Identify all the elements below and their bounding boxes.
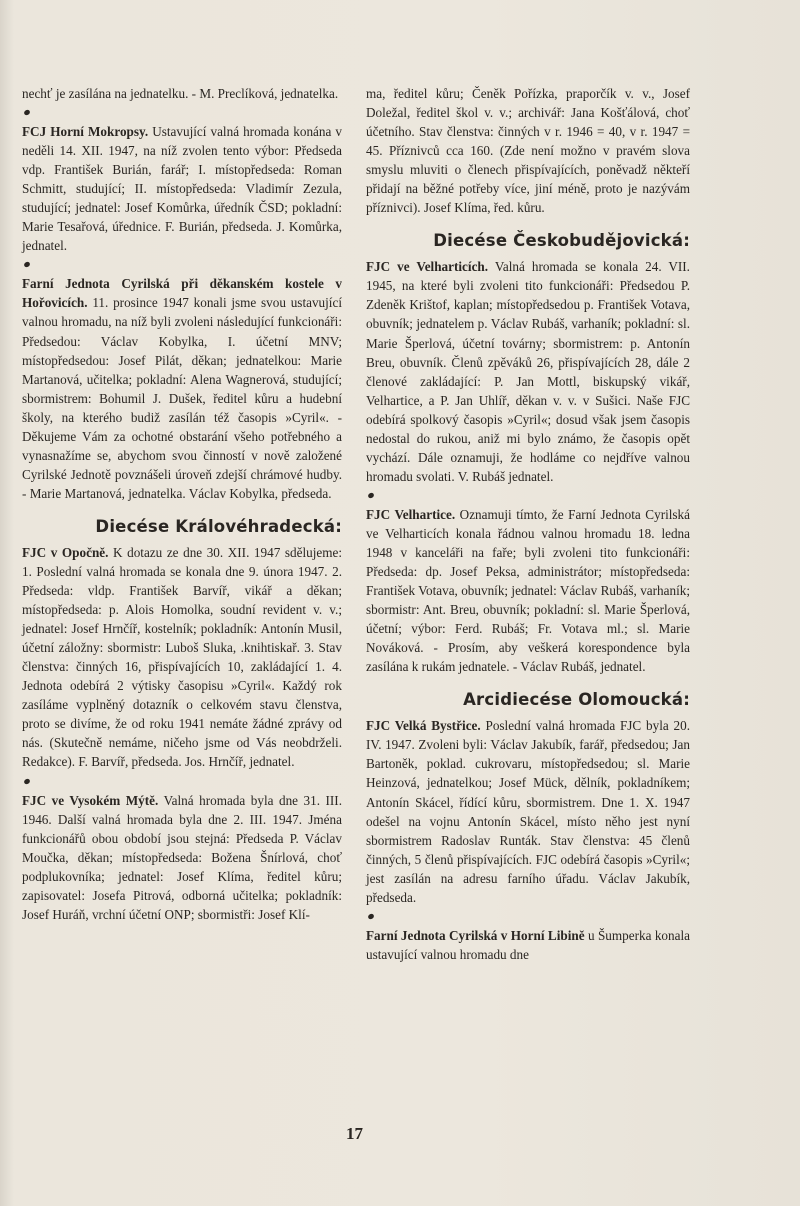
article-lead: FJC Velká Bystřice. [366, 718, 481, 734]
article-lead: FJC Velhartice. [366, 506, 456, 522]
article-horni-mokropsy [22, 122, 342, 255]
article-lead: Farní Jednota Cyrilská v Horní Libině [366, 927, 585, 943]
section-bullet-icon [22, 772, 342, 791]
article-opocno [22, 543, 342, 772]
section-bullet-icon [366, 486, 690, 505]
right-column [366, 84, 690, 964]
page-number: 17 [346, 1124, 363, 1143]
diocese-heading-olomoucka: Arcidiecése Olomoucká: [463, 690, 690, 710]
section-bullet-icon [366, 907, 690, 926]
article-lead: FJC ve Vysokém Mýtě. [22, 792, 159, 808]
article-vysoke-myto [22, 791, 342, 924]
article-horovice [22, 274, 342, 503]
article-velhartice-1 [366, 257, 690, 486]
diocese-heading-kralovehradecka: Diecése Královéhradecká: [95, 516, 342, 536]
article-lead: FCJ Horní Mokropsy. [22, 124, 149, 140]
article-lead: FJC v Opočně. [22, 544, 109, 560]
article-body: K dotazu ze dne 30. XII. 1947 sdělujeme: 1. Poslední valná hromada se konala dne 9. února 1947. 2. Předseda: vldp. František Barvíř, vikář a děkan; místopředseda: p. Alois Homolka, soudní revident v. v.; jednatel: Josef Hrnčíř, kostelník; pokladník: Antonín Musil, účetní záložny: sbormistr: Luboš Sluka, .knihtiskař. 3. Stav členstva: činných 16, přispívajících 10, zakládající 1. 4. Jednota odebírá 2 výtisky časopisu »Cyril«. Každý rok zasíláme vyplněný dotazník o celkovém stavu členstva, proto se divíme, že od roku 1941 nemáte žádné zprávy od nás. (Skutečně nemáme, ničeho jsme od Vás neobdrželi. Redakce). F. Barvíř, předseda. Jos. Hrnčíř, jednatel. [22, 544, 343, 770]
article-velhartice-2 [366, 505, 690, 676]
section-bullet-icon [22, 255, 342, 274]
article-lead: Farní Jednota Cyrilská při děkanském kostele v Hořovicích. [22, 276, 342, 311]
article-velka-bystrice [366, 716, 690, 906]
article-continuation: nechť je zasílána na jednatelku. - M. Preclíková, jednatelka. [22, 86, 339, 101]
article-body: Valná hromada byla dne 31. III. 1946. Další valná hromada byla dne 2. III. 1947. Jména funkcionářů obou období jsou stejná: Předseda P. Václav Moučka, děkan; místopředseda: Božena Šnírlová, choť podplukovníka; jednatel: Josef Klíma, ředitel kůru; zapisovatel: Josefa Pitrová, odborná učitelka; pokladník: Josef Huráň, vrchní účetní ONP; sbormistři: Josef Klí- [22, 792, 342, 922]
article-body: u Šumperka konala ustavující valnou hromadu dne [366, 927, 690, 962]
diocese-heading-ceskobudejovicka: Diecése Českobudějovická: [433, 231, 690, 251]
section-bullet-icon [22, 103, 342, 122]
article-body: 11. prosince 1947 konali jsme svou ustavující valnou hromadu, na níž byli zvoleni následující funkcionáři: Předsedou: Václav Kobylka, I. účetní MNV; místopředsedou: Josef Pilát, děkan; jednatelkou: Marie Martanová, učitelka; pokladní: Alena Wagnerová, studující; sbormistrem: Bohumil J. Dušek, ředitel kůru a hudební školy, na kterého budiž zasílán též časopis »Cyril«. - Děkujeme Vám za ochotné obstarání všeho potřebného a vynasnažíme se, abychom svou činností v nově založené Cyrilské Jednotě povznášeli úroveň zdejší chrámové hudby. - Marie Martanová, jednatelka. Václav Kobylka, předseda. [22, 295, 342, 501]
article-horni-libina [366, 926, 690, 964]
article-continuation: ma, ředitel kůru; Čeněk Pořízka, praporčík v. v., Josef Doležal, ředitel škol v. v.; archivář: Jana Košťálová, choť účetního. Stav členstva: činných v r. 1946 = 40, v r. 1947 = 45. Příznivců cca 160. (Zde není možno v pravém slova smyslu mluviti o členech přispívajících, poněvadž někteří přidají na běžné potřeby více, jiní méně, proto je nazývám příznivci). Josef Klíma, řed. kůru. [366, 86, 690, 216]
article-body: Ustavující valná hromada konána v neděli 14. XII. 1947, na níž zvolen tento výbor: Předseda vdp. František Burián, farář; I. místopředseda: Roman Schmitt, studující; II. místopředseda: Vladimír Zezula, studující; jednatel: Josef Komůrka, úředník ČSD; pokladní: Marie Tesařová, úřednice. F. Burián, předseda. J. Komůrka, jednatel. [22, 124, 342, 254]
article-body: Valná hromada se konala 24. VII. 1945, na které byli zvoleni tito funkcionáři: Předsedou P. Zdeněk Krištof, kaplan; místopředsedou p. František Votava, obuvník; jednatelem p. Václav Rubáš, varhaník; pokladní: sl. Marie Šperlová, účetní továrny; sbormistrem: p. Antonín Breu, obuvník. Členů zpěváků 26, přispívajících 28, dále 2 členové zakládající: P. Jan Mottl, biskupský vikář, Velhartice, a P. Jan Uhlíř, děkan v. v. v Sušici. Naše FJC odebírá spolkový časopis »Cyril«; dosud však jsem časopis nedostal do rukou, aniž mi bylo známo, že časopis opět vychází. Dále oznamuji, že hodláme co nejdříve valnou hromadu svolati. V. Rubáš jednatel. [366, 259, 690, 484]
article-lead: FJC ve Velharticích. [366, 259, 489, 275]
left-column [22, 84, 342, 924]
article-body: Oznamuji tímto, že Farní Jednota Cyrilská ve Velharticích konala řádnou valnou hromadu 18. ledna 1948 v kanceláři na faře; byli zvoleni tito funkcionáři: Předseda: dp. Josef Peksa, administrátor; místopředseda: František Votava, obuvník; jednatel: Václav Rubáš, varhaník; sbormistr: Ant. Breu, obuvník; pokladní: sl. Marie Šperlová, účetní; výbor: Ferd. Rubáš; Fr. Votava ml.; sl. Marie Nováková. - Prosím, aby veškerá korespondence byla zasílána k rukám jednatele. - Václav Rubáš, jednatel. [366, 506, 690, 675]
article-body: Poslední valná hromada FJC byla 20. IV. 1947. Zvoleni byli: Václav Jakubík, farář, předsedou; Jan Bartoněk, poklad. cukrovaru, místopředsedou; sl. Marie Heinzová, jednatelkou; Josef Mück, dělník, pokladníkem; Antonín Skácel, řídící kůru, sbormistrem. Dne 1. X. 1947 odešel na vojnu Antonín Skácel, místo něho jest nyní sbormistrem Radoslav Runták. Stav členstva: 45 členů činných, 5 členů přispívajících. FJC odebírá časopis »Cyril«; jest zasílán na adresu farního úřadu. Václav Jakubík, předseda. [366, 718, 690, 905]
